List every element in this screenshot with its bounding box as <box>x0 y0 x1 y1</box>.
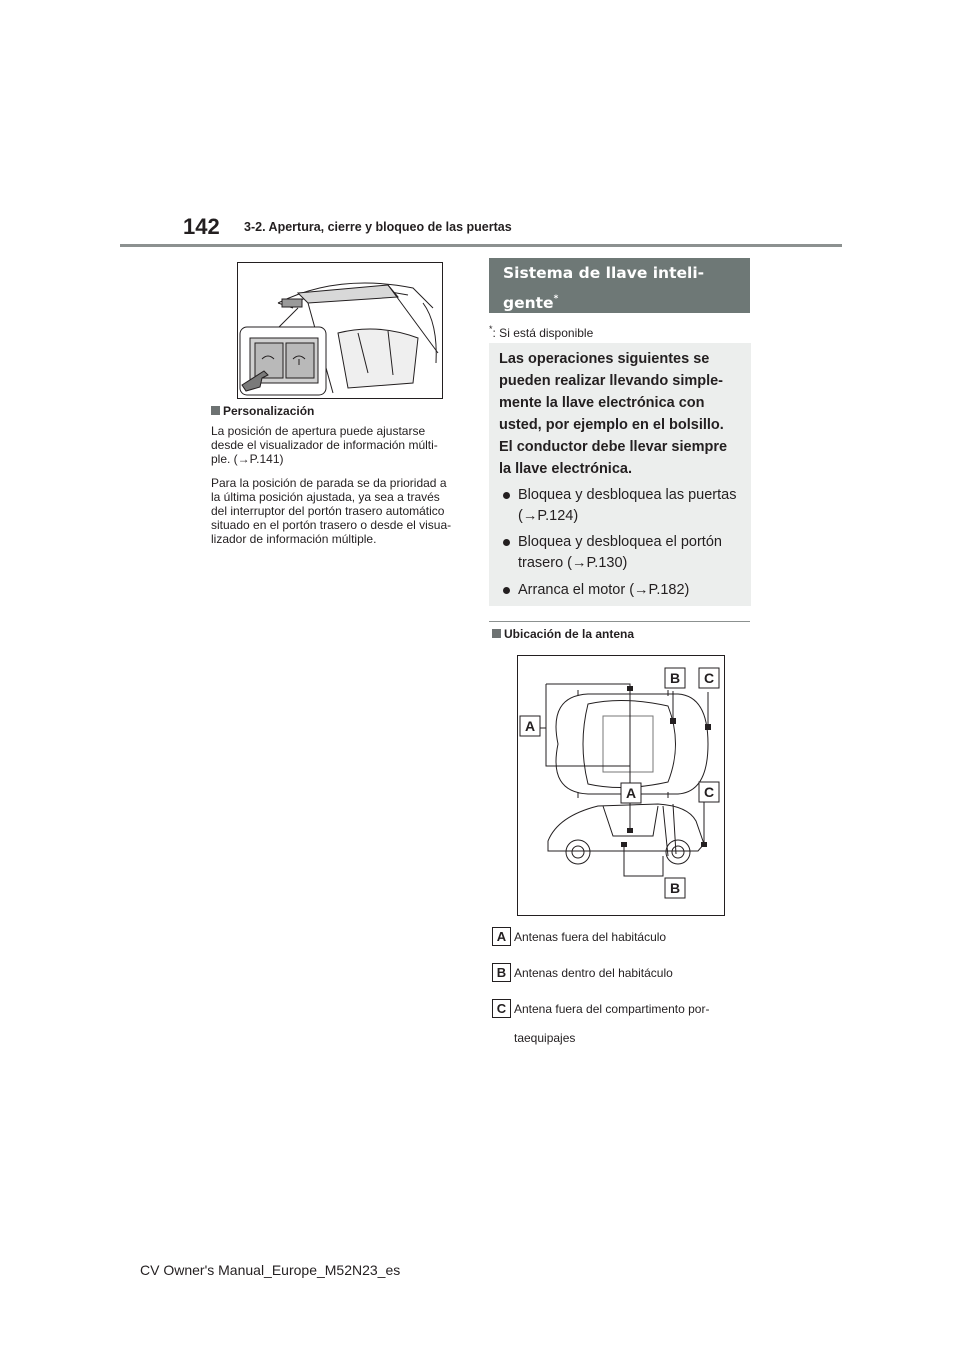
label-c-top: C <box>703 670 715 686</box>
legend-text-c-2: taequipajes <box>514 1031 576 1045</box>
legend-text-a: Antenas fuera del habitáculo <box>514 930 667 944</box>
personalization-paragraph-2: Para la posición de parada se da prioridad a la última posición ajustada, ya sea a través del interruptor del portón trasero automático situado en el portón trasero o desde el visua- lizador de información múltiple. <box>211 476 452 546</box>
section-title-line2: gente* <box>503 294 559 312</box>
label-a-side: A <box>625 785 637 801</box>
chapter-title: 3-2. Apertura, cierre y bloqueo de las puertas <box>244 220 512 234</box>
square-bullet-icon <box>492 629 501 638</box>
bullet-dot-icon <box>503 492 510 499</box>
availability-footnote: *: Si está disponible <box>489 324 594 340</box>
page-number: 142 <box>183 214 220 239</box>
label-b-top: B <box>669 670 681 686</box>
personalization-paragraph-1: La posición de apertura puede ajustarse desde el visualizador de información múlti- ple. (→P.141) <box>211 424 438 466</box>
antenna-heading: Ubicación de la antena <box>492 627 634 641</box>
tailgate-drawing <box>238 263 442 398</box>
legend-mark-b: B <box>492 963 511 982</box>
footer-manual-id: CV Owner's Manual_Europe_M52N23_es <box>140 1262 401 1278</box>
legend-mark-c: C <box>492 999 511 1018</box>
label-b-side: B <box>669 880 681 896</box>
section-separator <box>489 621 750 622</box>
info-intro: Las operaciones siguientes se pueden realizar llevando simple- mente la llave electrónica con usted, por ejemplo en el bolsillo. El conductor debe llevar siempre la llave electrónica. <box>499 351 728 477</box>
antenna-location-diagram <box>517 655 725 916</box>
personalization-heading: Personalización <box>211 404 314 418</box>
legend-text-c: Antena fuera del compartimento por- <box>514 1002 710 1016</box>
tailgate-switch-illustration <box>237 262 443 399</box>
section-title-line1: Sistema de llave inteli- <box>503 264 705 282</box>
header-rule <box>120 244 842 247</box>
square-bullet-icon <box>211 406 220 415</box>
legend-item-c <box>492 999 752 1049</box>
legend-text-b: Antenas dentro del habitáculo <box>514 966 673 980</box>
label-a-top: A <box>524 718 536 734</box>
legend-item-a <box>492 927 752 947</box>
legend-mark-a: A <box>492 927 511 946</box>
label-c-side: C <box>703 784 715 800</box>
bullet-dot-icon <box>503 539 510 546</box>
info-box: Las operaciones siguientes se pueden realizar llevando simple- mente la llave electrónica con usted, por ejemplo en el bolsillo. El conductor debe llevar siempre la llave electrónica. Bloquea y desbloquea las puertas (→P.124) Bloquea y desbloquea el portón trasero (→P.130) Arranca el motor (→P.182) <box>489 343 751 606</box>
section-banner <box>489 258 750 313</box>
bullet-dot-icon <box>503 587 510 594</box>
legend-item-b <box>492 963 752 983</box>
antenna-drawing <box>518 656 724 915</box>
